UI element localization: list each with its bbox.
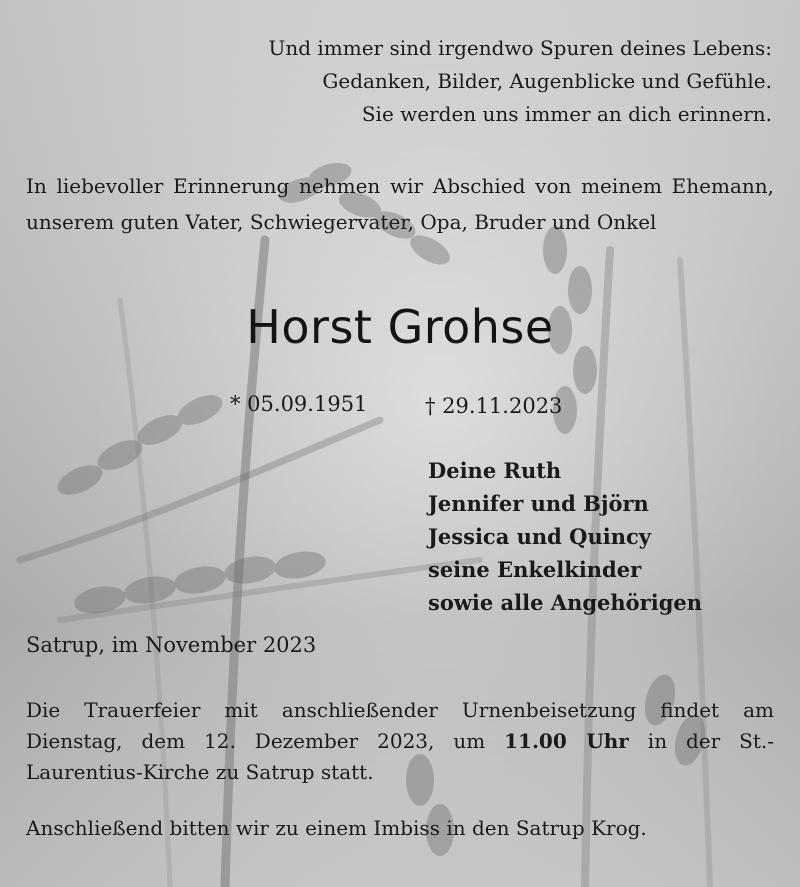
family-member: sowie alle Angehörigen [428,590,703,615]
poem-line: Sie werden uns immer an dich erinnern. [361,102,772,126]
birth-date: * 05.09.1951 [230,392,368,416]
family-member: Deine Ruth [428,458,562,483]
ceremony-line: Laurentius-Kirche zu Satrup statt. [26,760,374,784]
ceremony-location-text: in der St.- [647,729,775,753]
family-signatures [428,454,702,619]
family-member: Jessica und Quincy [428,524,651,549]
reception-notice: Anschließend bitten wir zu einem Imbiss in den Satrup Krog. [26,816,647,840]
ceremony-time: 11.00 Uhr [504,729,629,753]
poem-line: Und immer sind irgendwo Spuren deines Lebens: [268,36,772,60]
ceremony-date-text: Dienstag, dem 12. Dezember 2023, um [26,729,486,753]
deceased-name: Horst Grohse [246,300,554,354]
family-member: seine Enkelkinder [428,557,642,582]
family-member: Jennifer und Björn [428,491,649,516]
ceremony-line [26,726,774,757]
place-date: Satrup, im November 2023 [26,633,317,657]
ceremony-line: Die Trauerfeier mit anschließender Urnenbeisetzung findet am [26,698,774,722]
death-date: † 29.11.2023 [425,394,563,418]
intro-text: In liebevoller Erinnerung nehmen wir Abschied von meinem Ehemann, unserem guten Vater, Schwiegervater, Opa, Bruder und Onkel [26,174,774,234]
ceremony-notice [26,695,774,788]
poem-line: Gedanken, Bilder, Augenblicke und Gefühle. [322,69,772,93]
poem-verse [12,32,772,131]
